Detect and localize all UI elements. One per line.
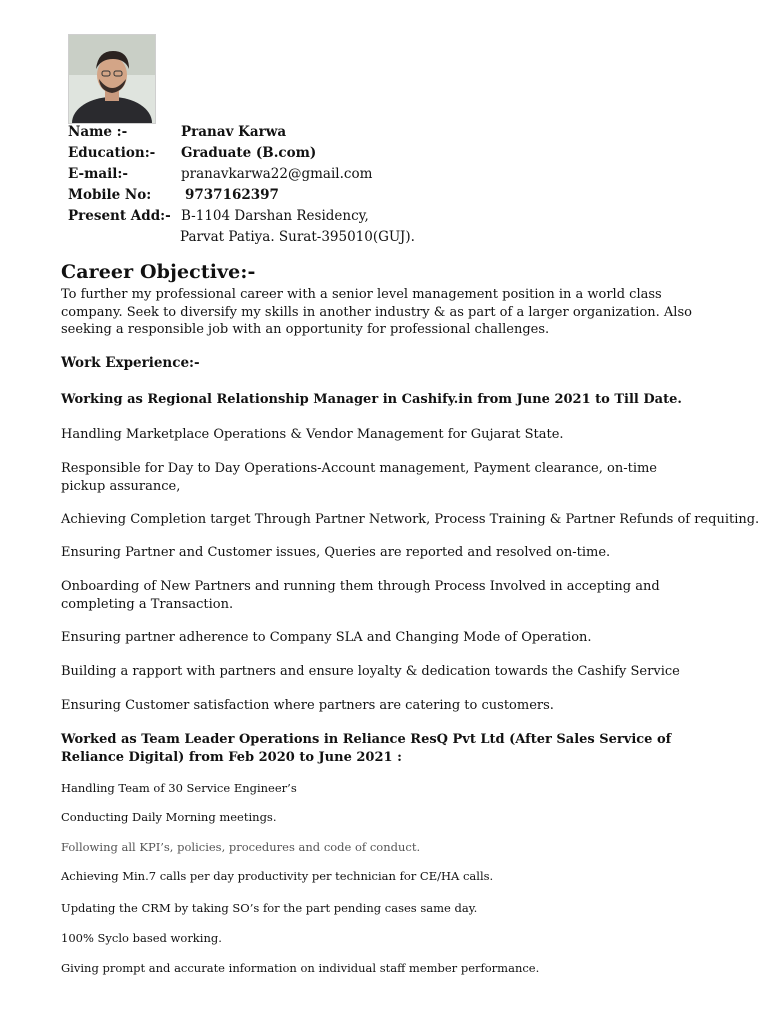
job2-point: 100% Syclo based working. xyxy=(61,931,222,945)
job2-point: Handling Team of 30 Service Engineer’s xyxy=(61,781,297,795)
job2-point: Achieving Min.7 calls per day productivity per technician for CE/HA calls. xyxy=(61,869,494,883)
job1-point: Ensuring Partner and Customer issues, Queries are reported and resolved on-time. xyxy=(61,545,611,560)
email-value: pranavkarwa22@gmail.com xyxy=(181,166,373,182)
profile-photo xyxy=(68,34,156,124)
job2-point: Following all KPI’s, policies, procedures and code of conduct. xyxy=(61,840,421,854)
address-label: Present Add:- xyxy=(68,208,171,224)
personal-details xyxy=(68,122,415,248)
name-row xyxy=(68,122,415,143)
mobile-value: 9737162397 xyxy=(185,187,279,203)
mobile-label: Mobile No: xyxy=(68,187,152,203)
address-row xyxy=(68,206,415,227)
job1-point: Ensuring partner adherence to Company SLA and Changing Mode of Operation. xyxy=(61,630,592,645)
address-line-2: Parvat Patiya. Surat-395010(GUJ). xyxy=(180,229,415,245)
career-objective-text: To further my professional career with a senior level management position in a world class company. Seek to diversify my skills in another industry & as part of a larger organization. Also seeking a responsible job with an opportunity for professional challenges. xyxy=(61,287,692,337)
job1-point: Ensuring Customer satisfaction where partners are catering to customers. xyxy=(61,698,554,713)
name-value: Pranav Karwa xyxy=(181,124,287,140)
job1-point: Building a rapport with partners and ensure loyalty & dedication towards the Cashify Service xyxy=(61,664,680,679)
name-label: Name :- xyxy=(68,124,128,140)
work-experience-heading: Work Experience:- xyxy=(61,355,200,371)
job2-point: Conducting Daily Morning meetings. xyxy=(61,810,277,824)
mobile-row xyxy=(68,185,415,206)
job1-point: Onboarding of New Partners and running them through Process Involved in accepting and completing a Transaction. xyxy=(61,579,660,612)
email-row xyxy=(68,164,415,185)
job2-point: Giving prompt and accurate information on individual staff member performance. xyxy=(61,961,540,975)
education-label: Education:- xyxy=(68,145,156,161)
job2-title: Worked as Team Leader Operations in Reliance ResQ Pvt Ltd (After Sales Service of Reliance Digital) from Feb 2020 to June 2021 : xyxy=(61,732,672,765)
job1-point: Handling Marketplace Operations & Vendor Management for Gujarat State. xyxy=(61,427,564,442)
job1-point: Responsible for Day to Day Operations-Account management, Payment clearance, on-time pickup assurance, xyxy=(61,461,657,494)
education-value: Graduate (B.com) xyxy=(181,145,317,161)
email-label: E-mail:- xyxy=(68,166,129,182)
education-row xyxy=(68,143,415,164)
job1-title: Working as Regional Relationship Manager in Cashify.in from June 2021 to Till Date. xyxy=(61,392,682,407)
job1-point: Achieving Completion target Through Partner Network, Process Training & Partner Refunds of requiting. xyxy=(61,512,760,527)
career-objective-title: Career Objective:- xyxy=(61,261,256,283)
job2-point: Updating the CRM by taking SO’s for the part pending cases same day. xyxy=(61,901,478,915)
address-line-1: B-1104 Darshan Residency, xyxy=(181,208,369,224)
person-photo-icon xyxy=(69,35,155,123)
